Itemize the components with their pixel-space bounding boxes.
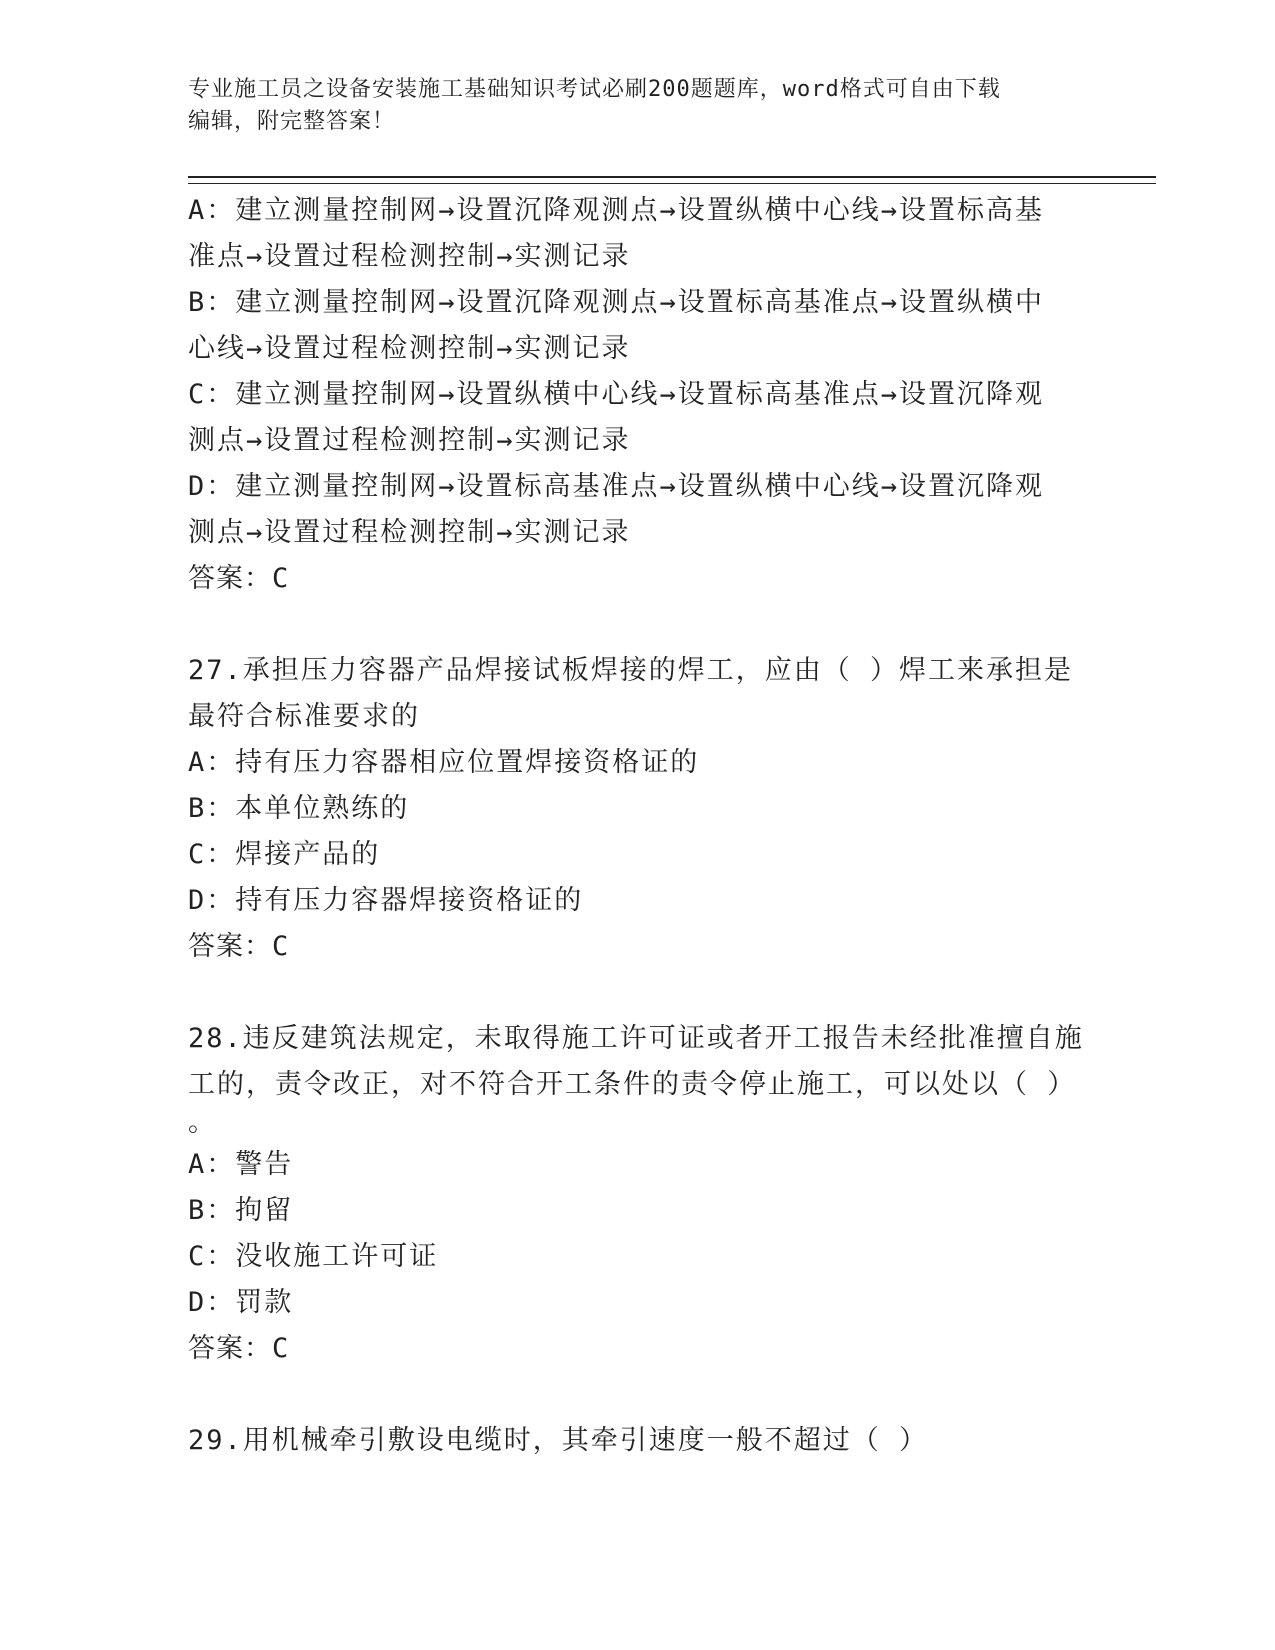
q26-option-a-line-2: 准点→设置过程检测控制→实测记录: [188, 241, 631, 272]
spacer: [188, 1372, 1088, 1418]
spacer: [188, 602, 1088, 648]
q26-option-d-line-2: 测点→设置过程检测控制→实测记录: [188, 517, 631, 548]
header-divider-thick: [188, 176, 1156, 178]
q27-option-c: C：焊接产品的: [188, 839, 381, 870]
q26-option-b-line-2: 心线→设置过程检测控制→实测记录: [188, 333, 631, 364]
q28-answer: 答案：C: [188, 1333, 290, 1364]
q26-option-c-line-2: 测点→设置过程检测控制→实测记录: [188, 425, 631, 456]
q27-stem-line-1: 27.承担压力容器产品焊接试板焊接的焊工，应由（ ）焊工来承担是: [188, 655, 1074, 686]
q27-option-a: A：持有压力容器相应位置焊接资格证的: [188, 747, 700, 778]
q26-option-b-line-1: B：建立测量控制网→设置沉降观测点→设置标高基准点→设置纵横中: [188, 287, 1045, 318]
q28-option-b: B：拘留: [188, 1195, 294, 1226]
page-header: [188, 74, 1068, 138]
q26-answer: 答案：C: [188, 563, 290, 594]
q27-option-b: B：本单位熟练的: [188, 793, 410, 824]
question-26-block: [188, 188, 1088, 602]
q27-option-d: D：持有压力容器焊接资格证的: [188, 885, 584, 916]
q28-option-d: D：罚款: [188, 1287, 294, 1318]
q28-stem-line-3: 。: [188, 1107, 217, 1138]
header-title-line-2: 编辑，附完整答案！: [188, 109, 396, 134]
header-divider-thin: [188, 183, 1156, 184]
q28-option-a: A：警告: [188, 1149, 294, 1180]
spacer: [188, 970, 1088, 1016]
q27-stem-line-2: 最符合标准要求的: [188, 701, 420, 732]
header-title-line-1: 专业施工员之设备安装施工基础知识考试必刷200题题库，word格式可自由下载: [188, 77, 1001, 102]
question-28-block: [188, 1016, 1088, 1372]
q28-option-c: C：没收施工许可证: [188, 1241, 439, 1272]
q28-stem-line-1: 28.违反建筑法规定，未取得施工许可证或者开工报告未经批准擅自施: [188, 1023, 1084, 1054]
q26-option-a-line-1: A：建立测量控制网→设置沉降观测点→设置纵横中心线→设置标高基: [188, 195, 1045, 226]
question-27-block: [188, 648, 1088, 970]
q27-answer: 答案：C: [188, 931, 290, 962]
q28-stem-line-2: 工的，责令改正，对不符合开工条件的责令停止施工，可以处以（ ）: [188, 1069, 1077, 1100]
question-29-block: [188, 1418, 1088, 1464]
q26-option-c-line-1: C：建立测量控制网→设置纵横中心线→设置标高基准点→设置沉降观: [188, 379, 1045, 410]
question-content: [188, 188, 1088, 1464]
q29-stem-line-1: 29.用机械牵引敷设电缆时，其牵引速度一般不超过（ ）: [188, 1425, 929, 1456]
q26-option-d-line-1: D：建立测量控制网→设置标高基准点→设置纵横中心线→设置沉降观: [188, 471, 1045, 502]
